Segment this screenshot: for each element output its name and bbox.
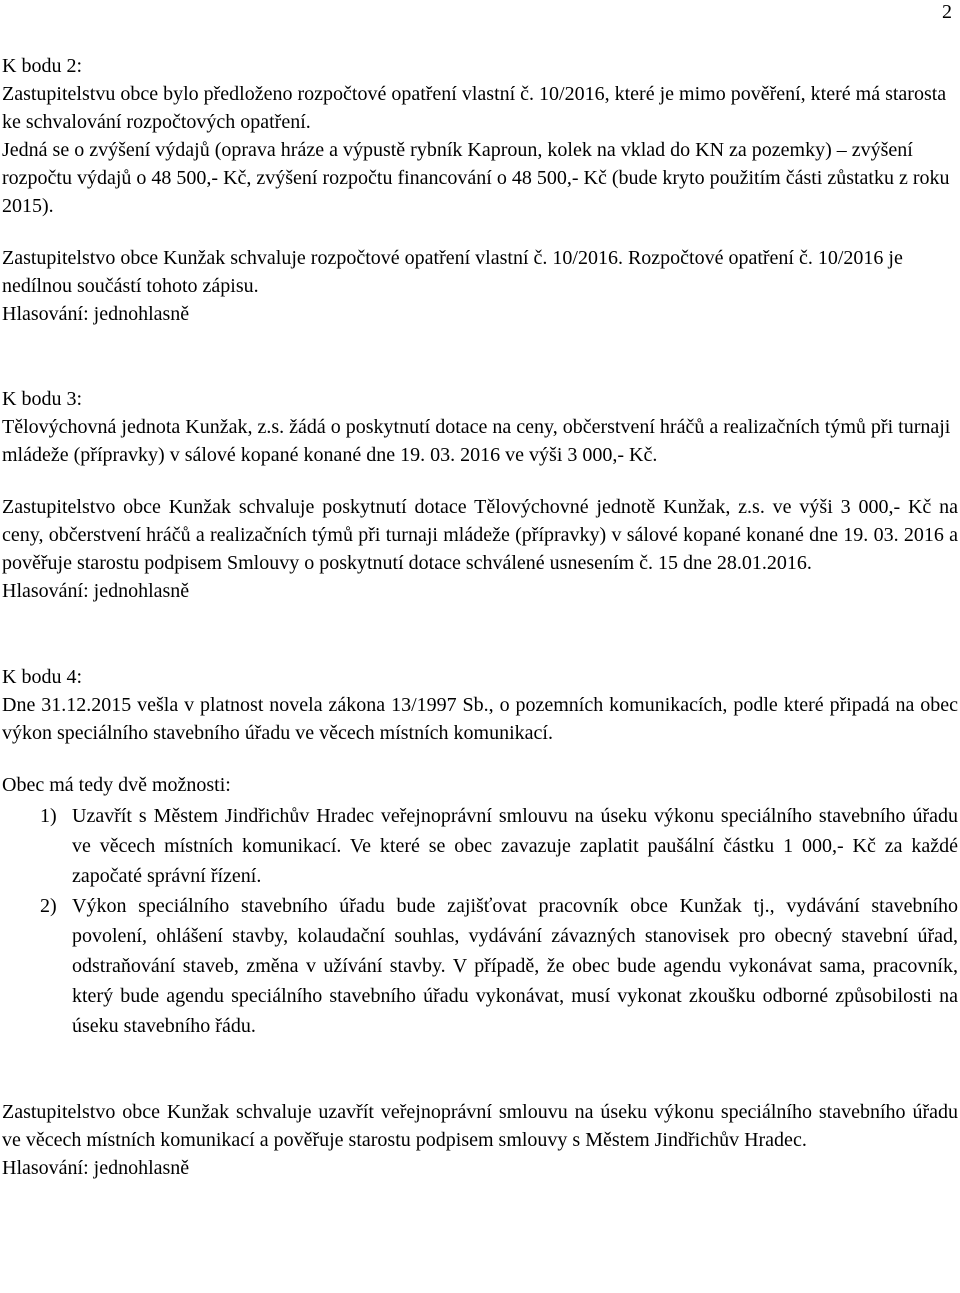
vote-result: Hlasování: jednohlasně: [2, 303, 190, 325]
section-bod-2: [2, 52, 958, 328]
list-item-text: Výkon speciálního stavebního úřadu bude zajišťovat pracovník obce Kunžak tj., vydávání stavebního povolení, ohlášení stavby, kolaudační souhlas, vydávání závazných stanovisek pro obecný stavební úřad, odstraňování staveb, změna v užívání stavby. V případě, že obec bude agendu vykonávat sama, pracovník, který bude agendu speciálního stavebního úřadu vykonávat, musí vykonat zkoušku odborné způsobilosti na úseku stavebního řádu.: [72, 895, 958, 1037]
options-list: [2, 801, 958, 1041]
section-bod-3: [2, 385, 958, 605]
paragraph: Jedná se o zvýšení výdajů (oprava hráze a výpustě rybník Kaproun, kolek na vklad do KN za pozemky) – zvýšení rozpočtu výdajů o 48 500,- Kč, zvýšení rozpočtu financování o 48 500,- Kč (bude kryto použitím části zůstatku z roku 2015).: [2, 139, 950, 217]
paragraph: Dne 31.12.2015 vešla v platnost novela zákona 13/1997 Sb., o pozemních komunikacích, podle které připadá na obec výkon speciálního stavebního úřadu ve věcech místních komunikací.: [2, 694, 958, 744]
document-body: [2, 52, 958, 1182]
list-item: [2, 801, 958, 891]
section-heading: K bodu 3:: [2, 388, 82, 410]
list-item-number: 2): [40, 895, 57, 917]
resolution-text: Zastupitelstvo obce Kunžak schvaluje uzavřít veřejnoprávní smlouvu na úseku výkonu speciálního stavebního úřadu ve věcech místních komunikací a pověřuje starostu podpisem smlouvy s Městem Jindřichův Hradec.: [2, 1101, 958, 1151]
paragraph: Tělovýchovná jednota Kunžak, z.s. žádá o poskytnutí dotace na ceny, občerstvení hráčů a realizačních týmů při turnaji mládeže (přípravky) v sálové kopané konané dne 19. 03. 2016 ve výši 3 000,- Kč.: [2, 416, 951, 466]
section-bod-4: [2, 663, 958, 1182]
list-item-number: 1): [40, 805, 57, 827]
resolution-text: Zastupitelstvo obce Kunžak schvaluje poskytnutí dotace Tělovýchovné jednotě Kunžak, z.s. ve výši 3 000,- Kč na ceny, občerstvení hráčů a realizačních týmů při turnaji mládeže (přípravky) v sálové kopané konané dne 19. 03. 2016 a pověřuje starostu podpisem Smlouvy o poskytnutí dotace schválené usnesením č. 15 dne 28.01.2016.: [2, 496, 958, 574]
options-intro: Obec má tedy dvě možnosti:: [2, 774, 231, 796]
list-item: [2, 891, 958, 1041]
section-heading: K bodu 2:: [2, 55, 82, 77]
resolution-text: Zastupitelstvo obce Kunžak schvaluje rozpočtové opatření vlastní č. 10/2016. Rozpočtové opatření č. 10/2016 je nedílnou součástí tohoto zápisu.: [2, 247, 903, 297]
vote-result: Hlasování: jednohlasně: [2, 580, 190, 602]
vote-result: Hlasování: jednohlasně: [2, 1157, 190, 1179]
page-number: 2: [942, 1, 952, 23]
section-heading: K bodu 4:: [2, 666, 82, 688]
paragraph: Zastupitelstvu obce bylo předloženo rozpočtové opatření vlastní č. 10/2016, které je mimo pověření, které má starosta ke schvalování rozpočtových opatření.: [2, 83, 947, 133]
list-item-text: Uzavřít s Městem Jindřichův Hradec veřejnoprávní smlouvu na úseku výkonu speciálního stavebního úřadu ve věcech místních komunikací. Ve které se obec zavazuje zaplatit paušální částku 1 000,- Kč za každé započaté správní řízení.: [72, 805, 958, 887]
